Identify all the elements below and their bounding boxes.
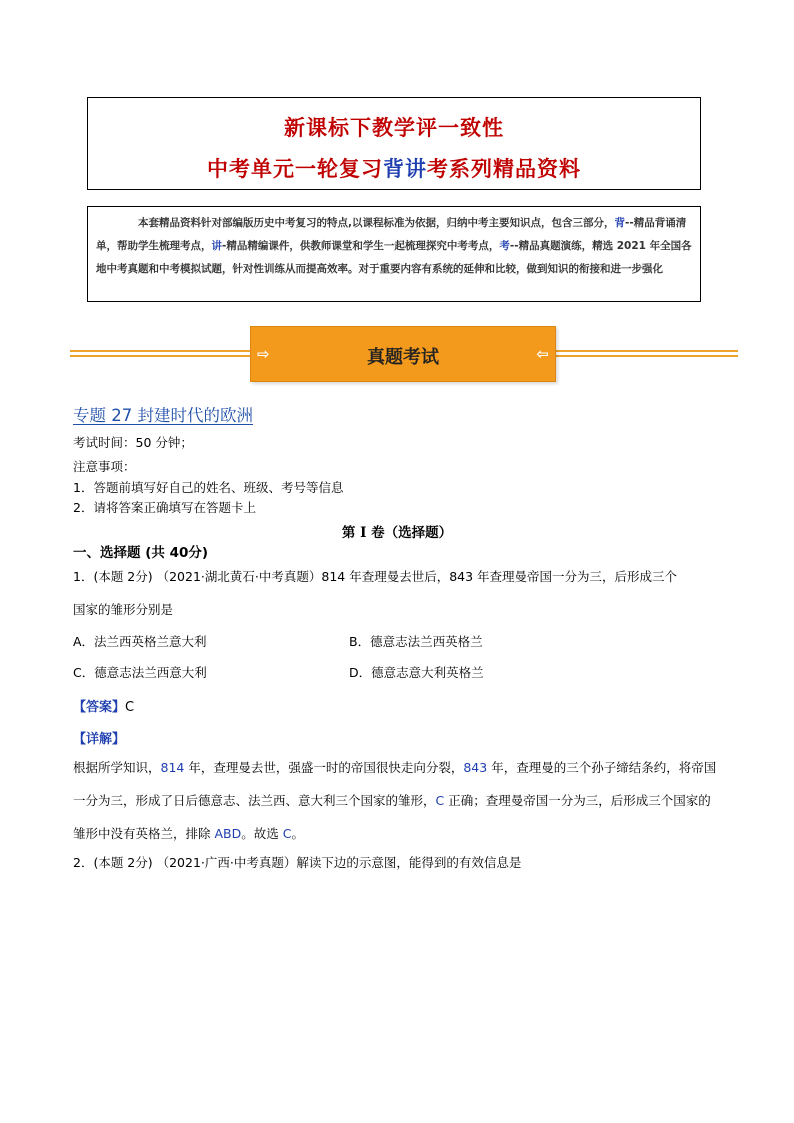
volume-title: 第 I 卷（选择题）	[341, 525, 453, 541]
question-2-line-1: 2．(本题 2分) （2021·广西·中考真题）解读下边的示意图，能得到的有效信息是	[73, 855, 522, 870]
banner-title: 真题考试	[367, 347, 439, 368]
intro-keyword-jiang: 讲	[211, 240, 222, 252]
detail-text-3: 年，查理曼的三个孙子缔结条约，将帝国一分为三，形成了日后德意志、法兰西、意大利三个国家的雏形，	[73, 760, 717, 808]
title-line-2-part-b: 背讲	[383, 156, 427, 181]
detail-text-2: 年，查理曼去世，强盛一时的帝国很快走向分裂，	[184, 760, 464, 775]
detail-year-843: 843	[463, 760, 488, 775]
topic-link[interactable]: 专题 27 封建时代的欧洲	[73, 406, 253, 425]
detail-text-1: 根据所学知识，	[73, 760, 161, 775]
title-line-2-part-d: 系列精品资料	[449, 156, 581, 181]
intro-text-2: --精品背诵清单，帮助学生梳理考点，	[96, 217, 687, 252]
option-b: B．德意志法兰西英格兰	[349, 634, 483, 649]
detail-label: 【详解】	[73, 732, 126, 747]
intro-text-4: --精品真题演练，精选 2021 年全国各地中考真题和中考模拟试题，针对性训练从而提高效率。对于重要内容有系统的延伸和比较，做到知识的衔接和进一步强化	[96, 240, 692, 275]
note-2: 2．请将答案正确填写在答题卡上	[73, 500, 256, 515]
section-banner	[250, 326, 556, 382]
intro-text-1: 本套精品资料针对部编版历史中考复习的特点,以课程标准为依据，归纳中考主要知识点，包含三部分，	[138, 217, 615, 229]
question-1-line-1: 1．(本题 2分) （2021·湖北黄石·中考真题）814 年查理曼去世后，843 年查理曼帝国一分为三，后形成三个	[73, 569, 678, 584]
detail-year-814: 814	[160, 760, 185, 775]
arrow-left-icon: ⇦	[536, 345, 549, 363]
intro-paragraph	[87, 206, 701, 302]
notes-title: 注意事项：	[73, 459, 136, 474]
option-c: C．德意志法兰西意大利	[73, 665, 207, 680]
title-box	[87, 97, 701, 190]
note-1: 1．答题前填写好自己的姓名、班级、考号等信息	[73, 480, 344, 495]
intro-keyword-bei: 背	[614, 217, 625, 229]
title-line-1: 新课标下教学评一致性	[284, 115, 504, 140]
detail-paragraph	[73, 751, 723, 850]
detail-text-6: 。	[291, 826, 304, 841]
detail-text-4: 正确；查理曼帝国一分为三，后形成三个国家的雏形中没有英格兰，排除	[73, 793, 711, 841]
option-d: D．德意志意大利英格兰	[349, 665, 484, 680]
answer-label: 【答案】	[73, 700, 126, 715]
title-line-2	[88, 153, 700, 183]
option-a: A．法兰西英格兰意大利	[73, 634, 207, 649]
question-1-line-2: 国家的雏形分别是	[73, 602, 174, 617]
arrow-right-icon: ⇨	[257, 345, 270, 363]
detail-choices-abd: ABD	[214, 826, 242, 841]
answer-value: C	[125, 700, 135, 715]
intro-text-3: -精品精编课件，供教师课堂和学生一起梳理探究中考考点，	[222, 240, 500, 252]
section-title: 一、选择题 (共 40分)	[73, 545, 209, 561]
answer-row	[73, 696, 134, 715]
detail-choice-c-final: C	[282, 826, 292, 841]
exam-time: 考试时间：50 分钟；	[73, 435, 193, 450]
title-line-2-part-c: 考	[427, 156, 449, 181]
detail-text-5: 。故选	[241, 826, 283, 841]
intro-keyword-kao: 考	[499, 240, 510, 252]
detail-choice-c: C	[435, 793, 445, 808]
title-line-2-part-a: 中考单元一轮复习	[207, 156, 383, 181]
